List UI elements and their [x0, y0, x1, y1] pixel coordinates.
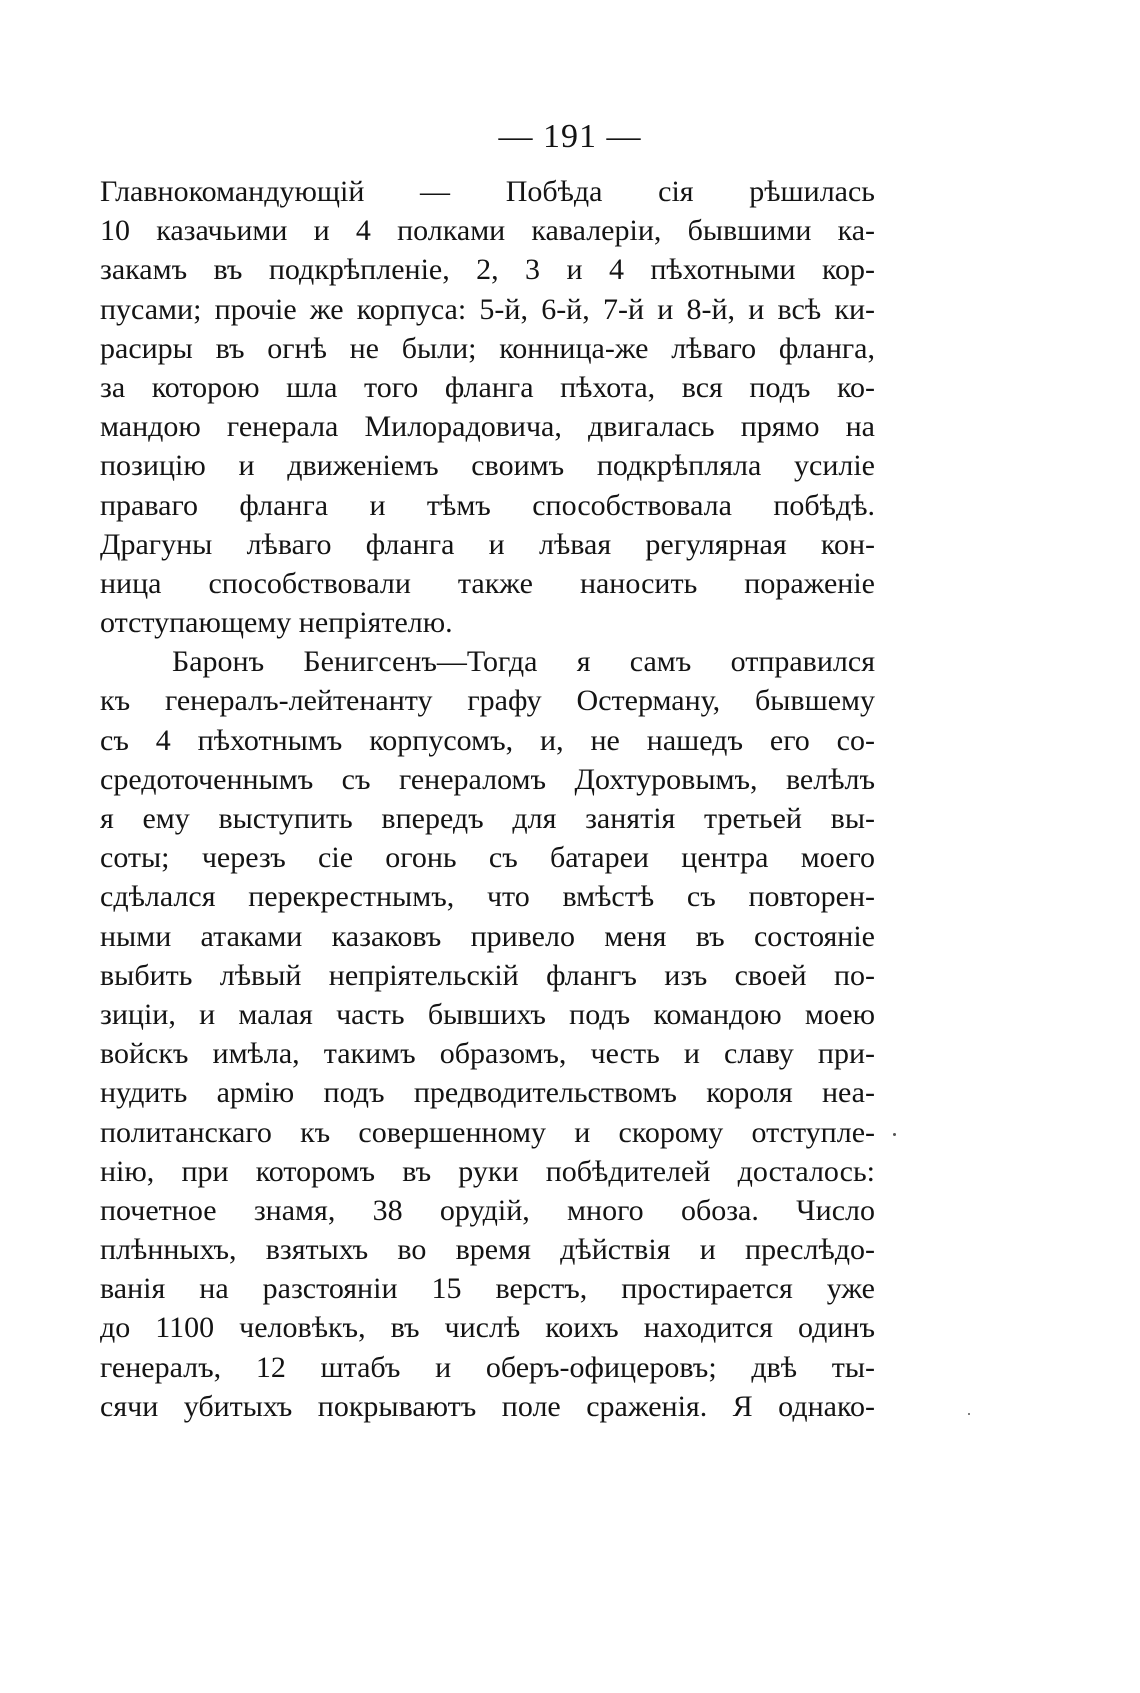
text-line: расиры въ огнѣ не были; конница-же лѣваго фланга, [100, 331, 875, 365]
text-line: средоточеннымъ съ генераломъ Дохтуровымъ, велѣлъ [100, 762, 875, 796]
text-line: ными атаками казаковъ привело меня въ состояніе [100, 919, 875, 953]
scan-speck [968, 1413, 970, 1415]
text-line: войскъ имѣла, такимъ образомъ, честь и славу при- [100, 1037, 875, 1071]
text-line: ванія на разстояніи 15 верстъ, простирается уже [100, 1272, 875, 1306]
text-line: нудить армію подъ предводительствомъ короля неа- [100, 1076, 875, 1110]
text-line: Главнокомандующій — Побѣда сія рѣшилась [100, 175, 875, 208]
page-number: — 191 — [498, 118, 642, 155]
text-line: ница способствовали также наносить пораженіе [100, 566, 875, 600]
text-line: 10 казачьими и 4 полками кавалеріи, бывшими ка- [100, 214, 875, 248]
text-line: почетное знамя, 38 орудій, много обоза. Число [100, 1193, 875, 1227]
text-line: соты; черезъ сіе огонь съ батареи центра моего [100, 841, 875, 875]
text-line: генералъ, 12 штабъ и оберъ-офицеровъ; двѣ ты- [100, 1350, 875, 1384]
body-text [100, 172, 875, 1426]
text-line: позицію и движеніемъ своимъ подкрѣпляла усиліе [100, 449, 875, 483]
text-line: сдѣлался перекрестнымъ, что вмѣстѣ съ повторен- [100, 880, 875, 914]
text-line: съ 4 пѣхотнымъ корпусомъ, и, не нашедъ его со- [100, 723, 875, 757]
text-line: отступающему непріятелю. [100, 606, 453, 640]
text-line: за которою шла того фланга пѣхота, вся подъ ко- [100, 370, 875, 404]
text-line: я ему выступить впередъ для занятія третьей вы- [100, 802, 875, 835]
text-line: до 1100 человѣкъ, въ числѣ коихъ находится одинъ [100, 1311, 875, 1345]
text-line: плѣнныхъ, взятыхъ во время дѣйствія и преслѣдо- [100, 1233, 875, 1267]
text-line: праваго фланга и тѣмъ способствовала побѣдѣ. [100, 488, 875, 522]
text-line: къ генералъ-лейтенанту графу Остерману, бывшему [100, 684, 875, 718]
scan-speck [893, 1133, 896, 1136]
text-line: Драгуны лѣваго фланга и лѣвая регулярная кон- [100, 527, 875, 561]
text-line: нію, при которомъ въ руки побѣдителей досталось: [100, 1154, 875, 1188]
text-line: политанскаго къ совершенному и скорому отступле- [100, 1115, 875, 1149]
text-line: мандою генерала Милорадовича, двигалась прямо на [100, 410, 875, 444]
text-line: закамъ въ подкрѣпленіе, 2, 3 и 4 пѣхотными кор- [100, 253, 875, 287]
text-line: Баронъ Бенигсенъ—Тогда я самъ отправился [172, 645, 875, 679]
text-line: выбить лѣвый непріятельскій флангъ изъ своей по- [100, 958, 875, 992]
text-line: сячи убитыхъ покрываютъ поле сраженія. Я однако- [100, 1389, 875, 1423]
text-line: пусами; прочіе же корпуса: 5-й, 6-й, 7-й и 8-й, и всѣ ки- [100, 292, 875, 326]
text-line: зиціи, и малая часть бывшихъ подъ командою моею [100, 997, 875, 1031]
